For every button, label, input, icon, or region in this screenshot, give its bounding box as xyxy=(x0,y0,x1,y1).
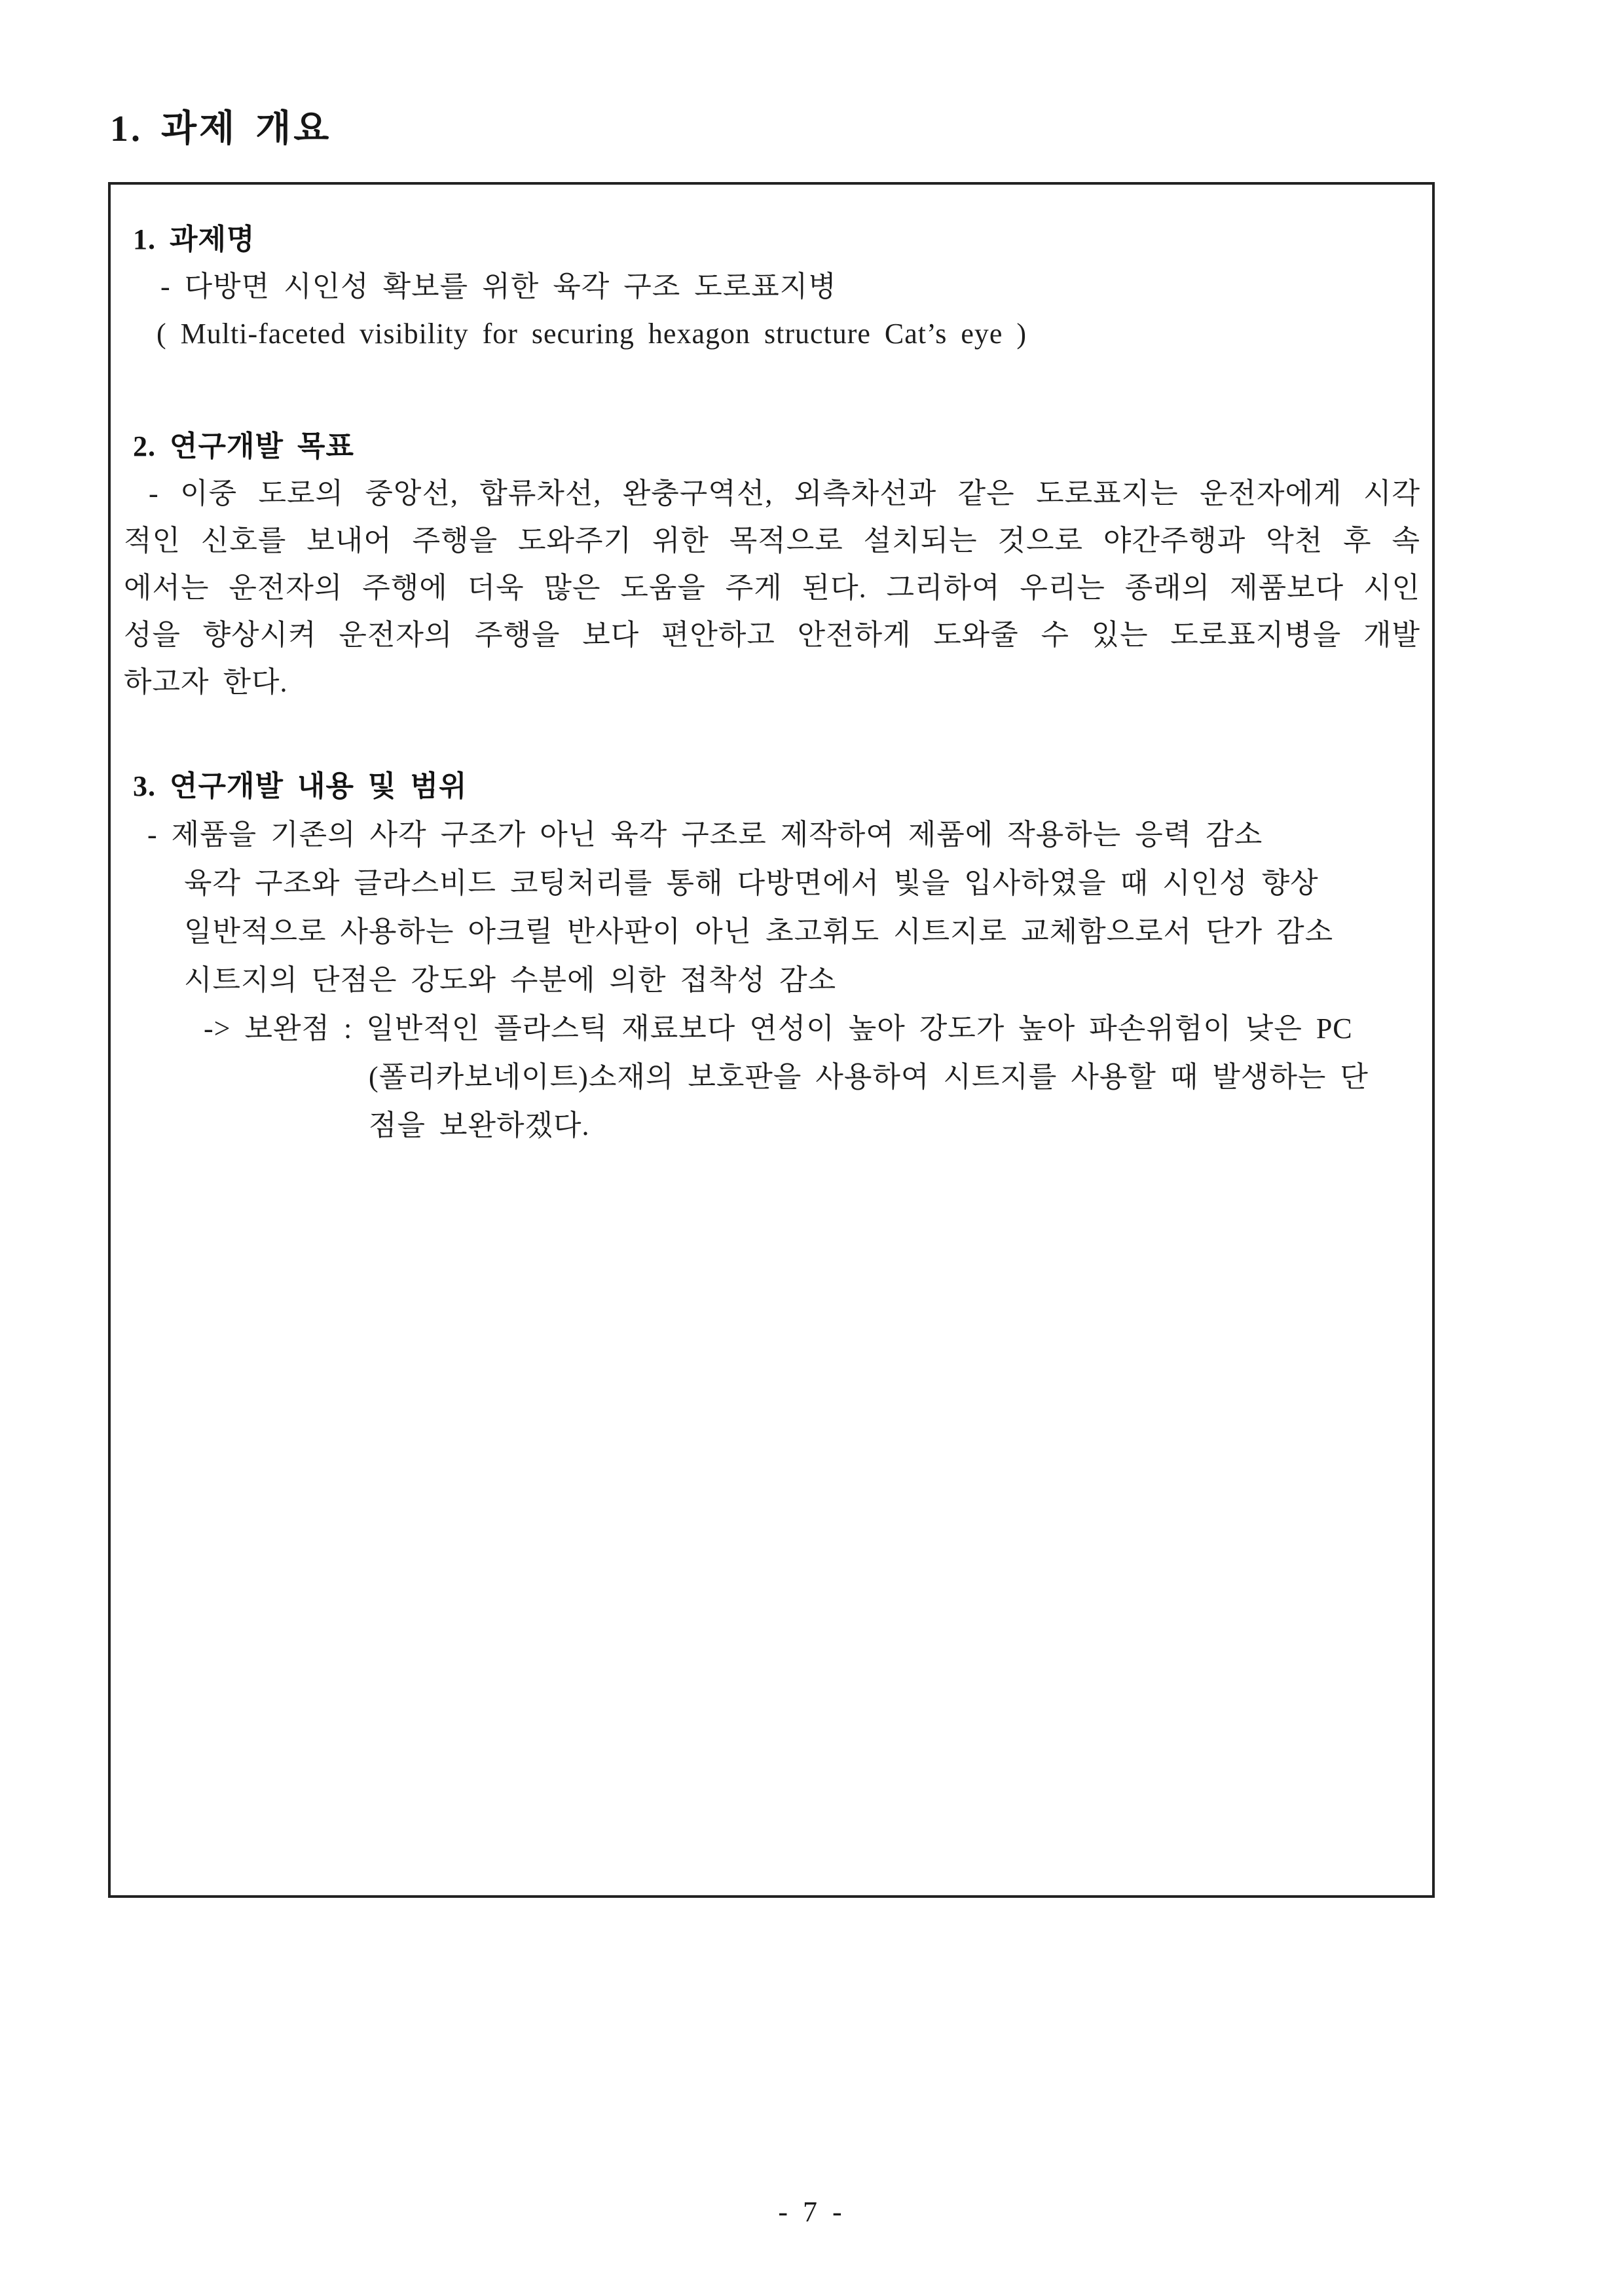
project-name-english: ( Multi-faceted visibility for securing hexagon structure Cat’s eye ) xyxy=(157,318,1027,350)
scope-item: 시트지의 단점은 강도와 수분에 의한 접착성 감소 xyxy=(184,964,837,996)
section-goal-heading: 2. 연구개발 목표 xyxy=(133,430,355,462)
scope-supplement-line: 점을 보완하겠다. xyxy=(369,1109,590,1141)
page-title: 1. 과제 개요 xyxy=(110,109,332,149)
section-scope-heading: 3. 연구개발 내용 및 범위 xyxy=(133,770,468,802)
goal-paragraph-line: 에서는 운전자의 주행에 더욱 많은 도움을 주게 된다. 그리하여 우리는 종래의 제품보다 시인 xyxy=(124,572,1420,604)
scope-item: - 제품을 기존의 사각 구조가 아닌 육각 구조로 제작하여 제품에 작용하는 응력 감소 xyxy=(147,819,1263,851)
scope-item: 일반적으로 사용하는 아크릴 반사판이 아닌 초고휘도 시트지로 교체함으로서 단가 감소 xyxy=(184,916,1334,948)
scope-item: 육각 구조와 글라스비드 코팅처리를 통해 다방면에서 빛을 입사하였을 때 시인성 향상 xyxy=(184,867,1319,899)
section-project-name-heading: 1. 과제명 xyxy=(133,223,255,255)
scope-supplement-line: (폴리카보네이트)소재의 보호판을 사용하여 시트지를 사용할 때 발생하는 단 xyxy=(369,1061,1369,1093)
section-project-name xyxy=(111,216,1424,358)
goal-paragraph-line: - 이중 도로의 중앙선, 합류차선, 완충구역선, 외측차선과 같은 도로표지는 운전자에게 시각 xyxy=(149,477,1420,509)
goal-paragraph-line: 적인 신호를 보내어 주행을 도와주기 위한 목적으로 설치되는 것으로 야간주행과 악천 후 속 xyxy=(124,525,1420,557)
section-goal xyxy=(111,423,1424,706)
project-name-korean: - 다방면 시인성 확보를 위한 육각 구조 도로표지병 xyxy=(160,270,837,303)
goal-paragraph-line: 하고자 한다. xyxy=(124,666,288,698)
overview-box xyxy=(108,182,1435,1898)
goal-paragraph-line: 성을 향상시켜 운전자의 주행을 보다 편안하고 안전하게 도와줄 수 있는 도로표지병을 개발 xyxy=(124,619,1420,651)
scope-supplement-line: -> 보완점 : 일반적인 플라스틱 재료보다 연성이 높아 강도가 높아 파손위험이 낮은 PC xyxy=(204,1012,1353,1045)
section-scope xyxy=(111,762,1424,1150)
page-number: - 7 - xyxy=(778,2196,846,2228)
